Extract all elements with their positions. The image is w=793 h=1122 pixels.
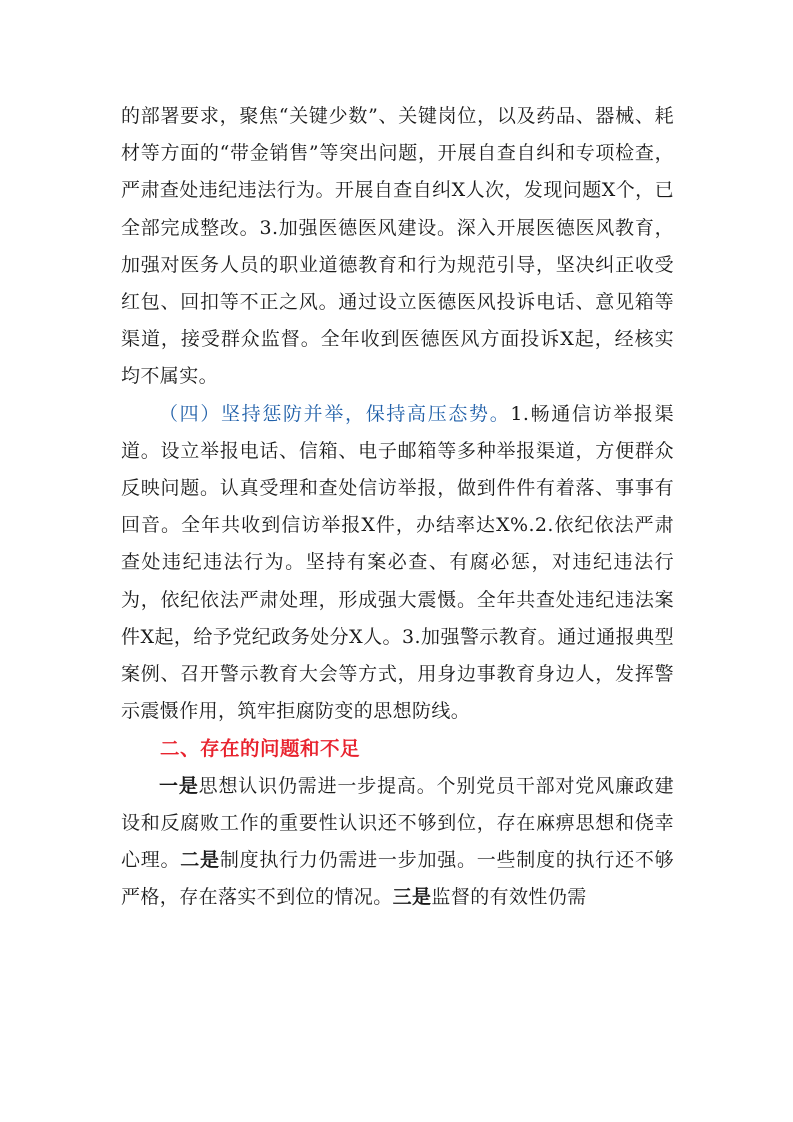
lead-third: 三是 bbox=[392, 886, 432, 909]
paragraph-punishment-prevention bbox=[121, 396, 674, 731]
paragraph-problems bbox=[121, 768, 674, 917]
paragraph-punishment-body: 1.畅通信访举报渠道。设立举报电话、信箱、电子邮箱等多种举报渠道，方便群众反映问题。认真受理和查处信访举报，做到件件有着落、事事有回音。全年共收到信访举报X件，办结率达X%.2.依纪依法严肃查处违纪违法行为。坚持有案必查、有腐必惩，对违纪违法行为，依纪依法严肃处理，形成强大震慑。全年共查处违纪违法案件X起，给予党纪政务处分X人。3.加强警示教育。通过通报典型案例、召开警示教育大会等方式，用身边事教育身边人，发挥警示震慑作用，筑牢拒腐防变的思想防线。 bbox=[121, 402, 674, 723]
problem-first-text: 思想认识仍需进一步提高。个别党员干部对党风廉政建设和反腐败工作的重要性认识还不够到位，存在麻痹思想和侥幸心理。 bbox=[121, 774, 674, 872]
lead-second: 二是 bbox=[180, 849, 220, 872]
paragraph-medical-ethics: 的部署要求，聚焦“关键少数”、关键岗位，以及药品、器械、耗材等方面的“带金销售”等突出问题，开展自查自纠和专项检查，严肃查处违纪违法行为。开展自查自纠X人次，发现问题X个，已全部完成整改。3.加强医德医风建设。深入开展医德医风教育，加强对医务人员的职业道德教育和行为规范引导，坚决纠正收受红包、回扣等不正之风。通过设立医德医风投诉电话、意见箱等渠道，接受群众监督。全年收到医德医风方面投诉X起，经核实均不属实。 bbox=[121, 105, 674, 388]
document-body bbox=[121, 98, 674, 916]
subsection-heading-four: （四）坚持惩防并举，保持高压态势。 bbox=[159, 402, 511, 425]
problem-third-text: 监督的有效性仍需 bbox=[431, 886, 587, 909]
problem-second-text: 制度执行力仍需进一步加强。一些制度的执行还不够严格，存在落实不到位的情况。 bbox=[121, 849, 674, 909]
lead-first: 一是 bbox=[159, 774, 199, 797]
section-heading-problems: 二、存在的问题和不足 bbox=[160, 737, 361, 761]
